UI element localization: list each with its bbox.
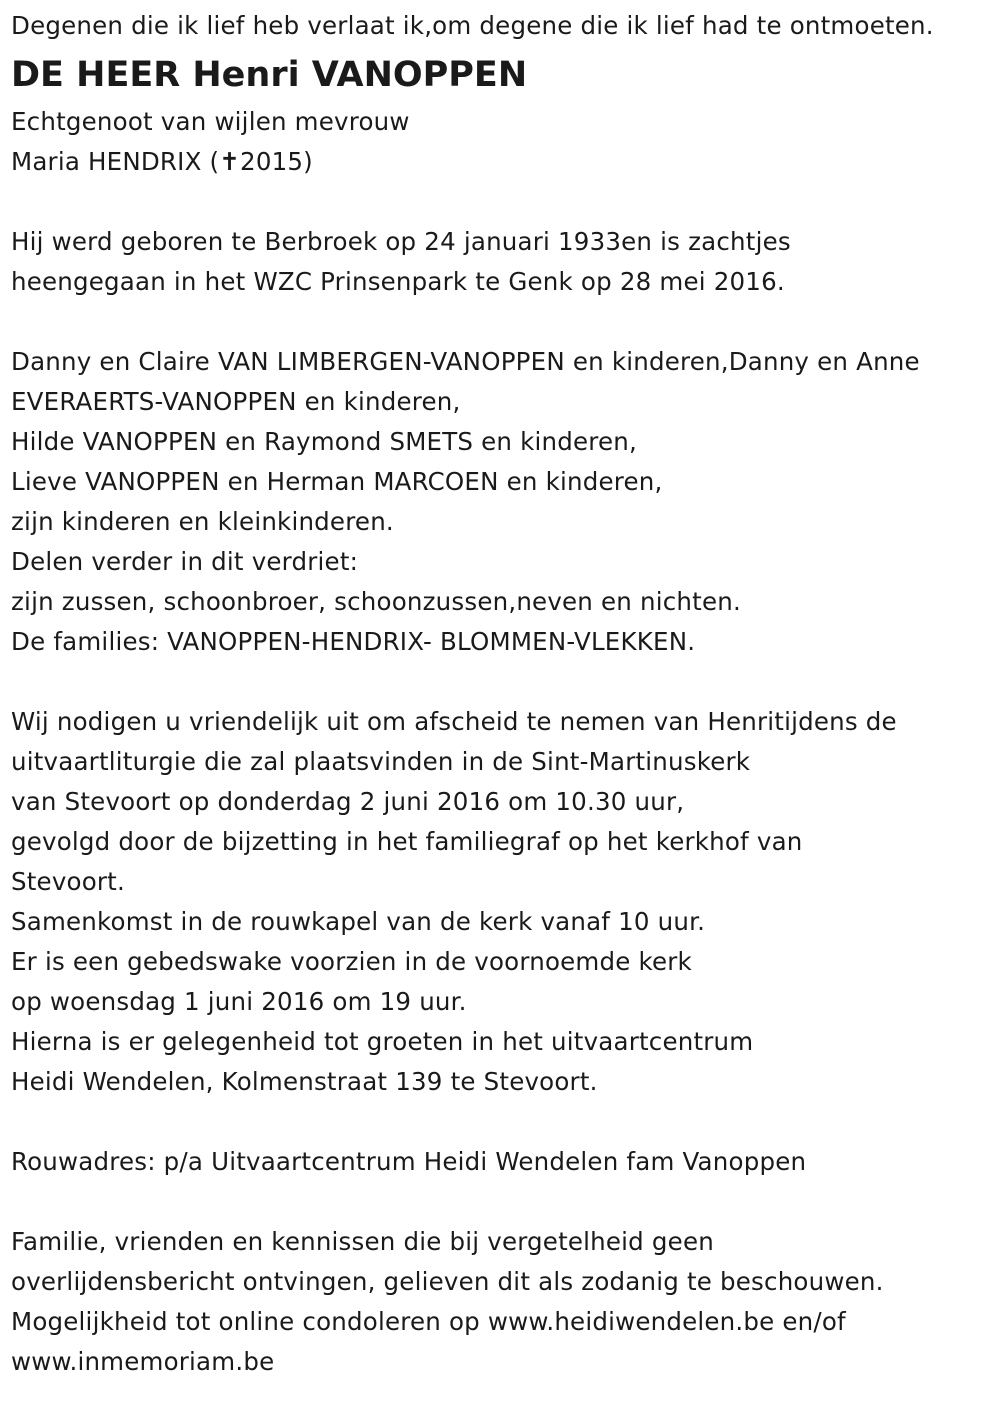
ceremony-line: op woensdag 1 juni 2016 om 19 uur.	[11, 987, 467, 1016]
obituary-document	[11, 6, 991, 1382]
spouse-section	[11, 102, 991, 182]
ceremony-line: Er is een gebedswake voorzien in de voornoemde kerk	[11, 947, 692, 976]
ceremony-section	[11, 702, 991, 1102]
mourning-address: Rouwadres: p/a Uitvaartcentrum Heidi Wendelen fam Vanoppen	[11, 1147, 807, 1176]
ceremony-line: Samenkomst in de rouwkapel van de kerk vanaf 10 uur.	[11, 907, 706, 936]
closing-line: overlijdensbericht ontvingen, gelieven dit als zodanig te beschouwen.	[11, 1267, 884, 1296]
birth-death-line: heengegaan in het WZC Prinsenpark te Genk op 28 mei 2016.	[11, 267, 785, 296]
ceremony-line: Heidi Wendelen, Kolmenstraat 139 te Stevoort.	[11, 1067, 598, 1096]
deceased-name: DE HEER Henri VANOPPEN	[11, 55, 528, 95]
ceremony-line: Wij nodigen u vriendelijk uit om afscheid te nemen van Henritijdens de	[11, 707, 897, 736]
closing-section	[11, 1222, 991, 1382]
motto: Degenen die ik lief heb verlaat ik,om degene die ik lief had te ontmoeten.	[11, 11, 934, 40]
ceremony-line: Hierna is er gelegenheid tot groeten in het uitvaartcentrum	[11, 1027, 754, 1056]
birth-death-line: Hij werd geboren te Berbroek op 24 januari 1933en is zachtjes	[11, 227, 791, 256]
birth-death-section	[11, 222, 991, 302]
ceremony-line: gevolgd door de bijzetting in het familiegraf op het kerkhof van	[11, 827, 803, 856]
family-line: EVERAERTS-VANOPPEN en kinderen,	[11, 387, 461, 416]
family-line: zijn zussen, schoonbroer, schoonzussen,neven en nichten.	[11, 587, 741, 616]
family-line: Delen verder in dit verdriet:	[11, 547, 359, 576]
family-line: zijn kinderen en kleinkinderen.	[11, 507, 394, 536]
family-line: Danny en Claire VAN LIMBERGEN-VANOPPEN en kinderen,Danny en Anne	[11, 347, 920, 376]
closing-line: www.inmemoriam.be	[11, 1347, 275, 1376]
family-line: Lieve VANOPPEN en Herman MARCOEN en kinderen,	[11, 467, 663, 496]
family-line: De families: VANOPPEN-HENDRIX- BLOMMEN-VLEKKEN.	[11, 627, 696, 656]
family-section	[11, 342, 991, 662]
ceremony-line: van Stevoort op donderdag 2 juni 2016 om 10.30 uur,	[11, 787, 685, 816]
spouse-line: Maria HENDRIX (✝2015)	[11, 147, 313, 176]
ceremony-line: Stevoort.	[11, 867, 125, 896]
spouse-line: Echtgenoot van wijlen mevrouw	[11, 107, 410, 136]
family-line: Hilde VANOPPEN en Raymond SMETS en kinderen,	[11, 427, 638, 456]
closing-line: Familie, vrienden en kennissen die bij vergetelheid geen	[11, 1227, 714, 1256]
closing-line: Mogelijkheid tot online condoleren op www.heidiwendelen.be en/of	[11, 1307, 846, 1336]
ceremony-line: uitvaartliturgie die zal plaatsvinden in de Sint-Martinuskerk	[11, 747, 751, 776]
